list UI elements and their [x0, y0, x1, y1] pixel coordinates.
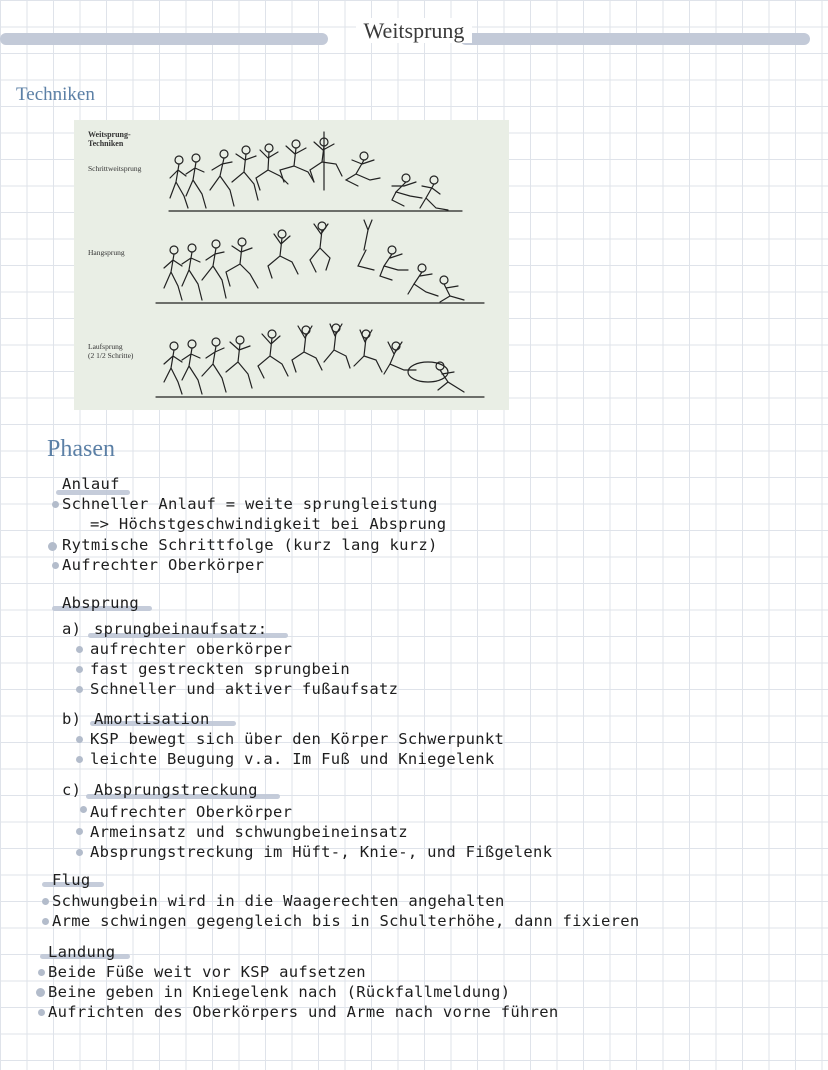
flug-line-1: Schwungbein wird in die Waagerechten angehalten: [52, 892, 505, 910]
absprung-b-2: leichte Beugung v.a. Im Fuß und Kniegelenk: [90, 750, 495, 768]
anlauf-line-2: => Höchstgeschwindigkeit bei Absprung: [90, 515, 447, 533]
bullet: [36, 988, 45, 997]
bullet: [38, 969, 45, 976]
landung-line-2: Beine geben in Kniegelenk nach (Rückfallmeldung): [48, 983, 511, 1001]
page-title-text: Weitsprung: [356, 18, 473, 43]
absprung-a-1: aufrechter oberkörper: [90, 640, 293, 658]
flug-line-2: Arme schwingen gegengleich bis in Schulterhöhe, dann fixieren: [52, 912, 640, 930]
absprung-a-label: a): [62, 620, 82, 638]
absprung-c-title: Absprungstreckung: [94, 781, 258, 799]
bullet: [76, 736, 83, 743]
techniken-heading: Techniken: [16, 84, 95, 105]
absprung-title: Absprung: [62, 594, 140, 612]
bullet: [76, 828, 83, 835]
bullet: [76, 646, 83, 653]
phasen-heading: Phasen: [47, 436, 115, 462]
bullet: [52, 501, 59, 508]
anlauf-line-1: Schneller Anlauf = weite sprungleistung: [62, 495, 438, 513]
page-title: [0, 18, 828, 44]
figure-label-row2: Hangsprung: [88, 248, 125, 257]
bullet: [76, 849, 83, 856]
absprung-b-label: b): [62, 710, 82, 728]
row2-figures: [164, 220, 464, 302]
landung-line-3: Aufrichten des Oberkörpers und Arme nach vorne führen: [48, 1003, 559, 1021]
landung-line-1: Beide Füße weit vor KSP aufsetzen: [48, 963, 366, 981]
bullet: [52, 562, 59, 569]
landung-title: Landung: [48, 943, 116, 961]
anlauf-line-4: Aufrechter Oberkörper: [62, 556, 265, 574]
absprung-c-2: Armeinsatz und schwungbeineinsatz: [90, 823, 408, 841]
figure-title-line2: Techniken: [88, 139, 124, 148]
bullet: [76, 756, 83, 763]
figure-label-row3-line1: Laufsprung: [88, 342, 123, 351]
row3-figures: [164, 324, 464, 394]
absprung-a-3: Schneller und aktiver fußaufsatz: [90, 680, 399, 698]
absprung-b-title: Amortisation: [94, 710, 210, 728]
row1-figures: [170, 132, 448, 210]
figure-label-row1: Schrittweitsprung: [88, 164, 142, 173]
absprung-a-2: fast gestreckten sprungbein: [90, 660, 351, 678]
absprung-c-1: Aufrechter Oberkörper: [90, 803, 293, 821]
bullet: [80, 806, 87, 813]
techniques-figure: [74, 120, 509, 410]
bullet: [42, 898, 49, 905]
bullet: [76, 666, 83, 673]
bullet: [48, 542, 57, 551]
anlauf-line-3: Rytmische Schrittfolge (kurz lang kurz): [62, 536, 438, 554]
absprung-c-label: c): [62, 781, 82, 799]
absprung-a-title: sprungbeinaufsatz:: [94, 620, 268, 638]
athlete-sequence-drawing: [74, 120, 509, 410]
bullet: [38, 1009, 45, 1016]
absprung-b-1: KSP bewegt sich über den Körper Schwerpunkt: [90, 730, 505, 748]
figure-title-line1: Weitsprung-: [88, 130, 131, 139]
bullet: [42, 918, 49, 925]
figure-label-row3-line2: (2 1/2 Schritte): [88, 351, 134, 360]
flug-title: Flug: [52, 871, 91, 889]
anlauf-title: Anlauf: [62, 475, 120, 493]
bullet: [76, 686, 83, 693]
absprung-c-3: Absprungstreckung im Hüft-, Knie-, und Fißgelenk: [90, 843, 553, 861]
